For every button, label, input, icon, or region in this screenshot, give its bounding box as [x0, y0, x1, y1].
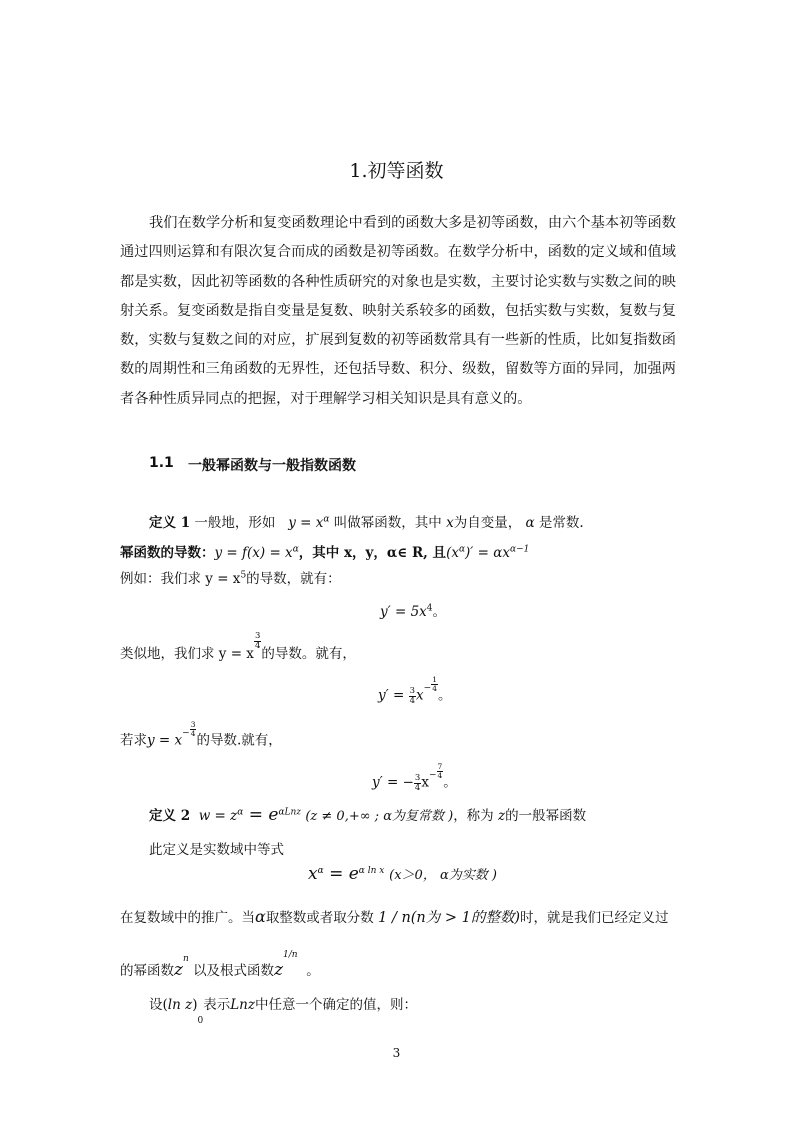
definition-1 [149, 511, 584, 531]
definition-1-alpha: α [525, 515, 535, 531]
derivative-rule-label: 幂函数的导数： [120, 545, 215, 561]
definition-1-text: 叫做幂函数，其中 [333, 515, 442, 531]
example-2-end: 。 [437, 687, 452, 704]
derivative-rule-formula2: (x [446, 545, 459, 561]
extension-text-a: 在复数域中的推广。当 [120, 910, 255, 926]
example-2-result-a: y′ = [378, 687, 409, 704]
example-1-end: 。 [432, 604, 447, 620]
example-2-fraction [409, 687, 416, 706]
powers-sentence [120, 950, 320, 980]
example-1-result [380, 600, 446, 620]
definition-1-label: 定义 1 [149, 515, 191, 531]
definition-2-exp-b: αLnz [278, 807, 302, 818]
fraction-numerator: 3 [254, 631, 261, 641]
real-eq-exp-b: α ln x [358, 866, 385, 876]
extension-text-c: 时，就是我们已经定义过 [520, 910, 669, 926]
definition-2-tail2: 的一般幂函数 [505, 808, 587, 824]
derivative-rule-mid: ，其中 x，y，α∈ R, 且 [298, 545, 447, 561]
definition-2 [149, 804, 586, 825]
example-2-exp-fraction [431, 676, 438, 692]
setup-lnz: Lnz [230, 997, 255, 1013]
fraction-numerator: 3 [190, 720, 196, 729]
example-1-text-a: 例如：我们求 y = x [120, 571, 241, 587]
example-3-text-a: 若求 [120, 732, 147, 749]
example-3-result-a: y′ = − [372, 774, 414, 791]
example-3-text [120, 721, 282, 749]
example-3-result [372, 763, 457, 793]
definition-1-exp: α [323, 514, 330, 525]
example-1-exp: 5 [240, 570, 247, 581]
exp-sign: − [423, 683, 432, 694]
section-number: 1.1 [149, 455, 174, 471]
powers-exp2: 1/n [283, 950, 298, 960]
definition-2-var: z [497, 808, 506, 824]
powers-text-a: 的幂函数 [120, 963, 174, 979]
definition-1-lead: 一般地，形如 [194, 515, 276, 531]
setup-text-b: ) [192, 997, 198, 1013]
setup-sentence [149, 993, 417, 1026]
powers-exp1: n [182, 954, 189, 964]
powers-end: 。 [306, 963, 320, 979]
definition-1-text3: 是常数. [538, 515, 584, 531]
derivative-rule-formula3: )′ = αx [465, 545, 510, 561]
powers-text-b: 以及根式函数 [193, 963, 275, 979]
fraction-numerator: 7 [437, 762, 443, 771]
fraction-numerator: 3 [409, 685, 416, 696]
example-3-result-b: x [421, 774, 429, 791]
definition-2-tail: ，称为 [453, 808, 494, 824]
definition-1-text2: 为自变量， [453, 515, 522, 531]
example-1-text [120, 567, 341, 587]
powers-z2: z [274, 960, 284, 980]
power-derivative-rule [120, 541, 529, 561]
fraction-numerator: 1 [432, 675, 437, 684]
example-2-result-b: x [416, 687, 424, 704]
derivative-rule-exp: α [292, 544, 299, 555]
definition-2-exp-a: α [237, 807, 244, 818]
intro-paragraph [120, 209, 676, 414]
fraction-denominator: 4 [437, 770, 443, 780]
fraction-denominator: 4 [254, 641, 261, 651]
definition-2-formula-b: = e [243, 805, 279, 825]
page-number: 3 [392, 1046, 401, 1060]
definition-2-label: 定义 2 [149, 808, 191, 824]
setup-text-c: 表示 [203, 997, 231, 1013]
fraction-denominator: 4 [409, 695, 416, 706]
real-eq-condition: (x＞0， α为实数 ) [389, 868, 497, 883]
extension-fraction: 1 / n(n为 > 1的整数) [378, 910, 521, 926]
setup-text-d: 中任意一个确定的值，则： [255, 997, 417, 1013]
definition-1-var: x [446, 515, 454, 531]
real-eq-exp-a: α [317, 866, 324, 876]
example-3-end: 。 [443, 774, 457, 791]
example-1-result-formula: y′ = 5x [380, 604, 427, 620]
extension-text-b: 取整数或者取分数 [265, 910, 374, 926]
real-eq-b: = e [323, 864, 359, 884]
intro-text: 我们在数学分析和复变函数理论中看到的函数大多是初等函数，由六个基本初等函数通过四则运算和有限次复合而成的函数是初等函数。在数学分析中，函数的定义域和值域都是实数，因此初等函数的各种性质研究的对象也是实数，主要讨论实数与实数之间的映射关系。复变函数是指自变量是复数、映射关系较多的函数，包括实数与实数，复数与复数，实数与复数之间的对应，扩展到复数的初等函数常具有一些新的性质，比如复指数函数的周期性和三角函数的无界性，还包括导数、积分、级数，留数等方面的异同，加强两者各种性质异同点的把握，对于理解学习相关知识是具有意义的。 [120, 215, 676, 407]
fraction-denominator: 4 [414, 782, 421, 793]
setup-subscript: 0 [197, 1016, 204, 1026]
section-title: 一般幂函数与一般指数函数 [188, 458, 356, 474]
derivative-rule-exp3: α−1 [510, 544, 530, 555]
powers-z1: z [174, 960, 183, 980]
fraction-numerator: 3 [414, 772, 421, 783]
fraction-denominator: 4 [190, 728, 196, 738]
example-2-text-b: 的导数。就有， [261, 646, 356, 662]
fraction-denominator: 4 [432, 683, 437, 693]
real-eq-a: x [308, 864, 318, 884]
example-3-text-b: 的导数.就有， [196, 732, 282, 749]
exp-sign: − [428, 770, 437, 781]
extension-sentence [120, 906, 669, 927]
example-3-formula: y = x [147, 732, 183, 749]
extension-alpha: α [255, 907, 266, 926]
page-title: 1.初等函数 [349, 160, 444, 182]
definition-2-formula-a: w = z [198, 808, 238, 824]
example-2-text-a: 类似地，我们求 y = x [120, 646, 254, 662]
derivative-rule-exp2: α [458, 544, 466, 555]
example-1-text-b: 的导数，就有： [246, 571, 341, 587]
definition-2-note: 此定义是实数域中等式 [149, 842, 284, 858]
example-1-result-exp: 4 [426, 603, 433, 614]
setup-ln: ln z [167, 997, 193, 1013]
definition-1-formula: y = x [288, 515, 324, 531]
setup-text-a: 设( [149, 997, 168, 1013]
derivative-rule-formula: y = f(x) = x [214, 545, 293, 561]
exp-sign: − [182, 728, 190, 739]
example-2-result [378, 676, 451, 706]
example-2-text [120, 632, 356, 662]
definition-2-condition: (z ≠ 0,+∞ ; α为复常数 ) [305, 809, 454, 824]
real-power-equation [308, 864, 497, 884]
